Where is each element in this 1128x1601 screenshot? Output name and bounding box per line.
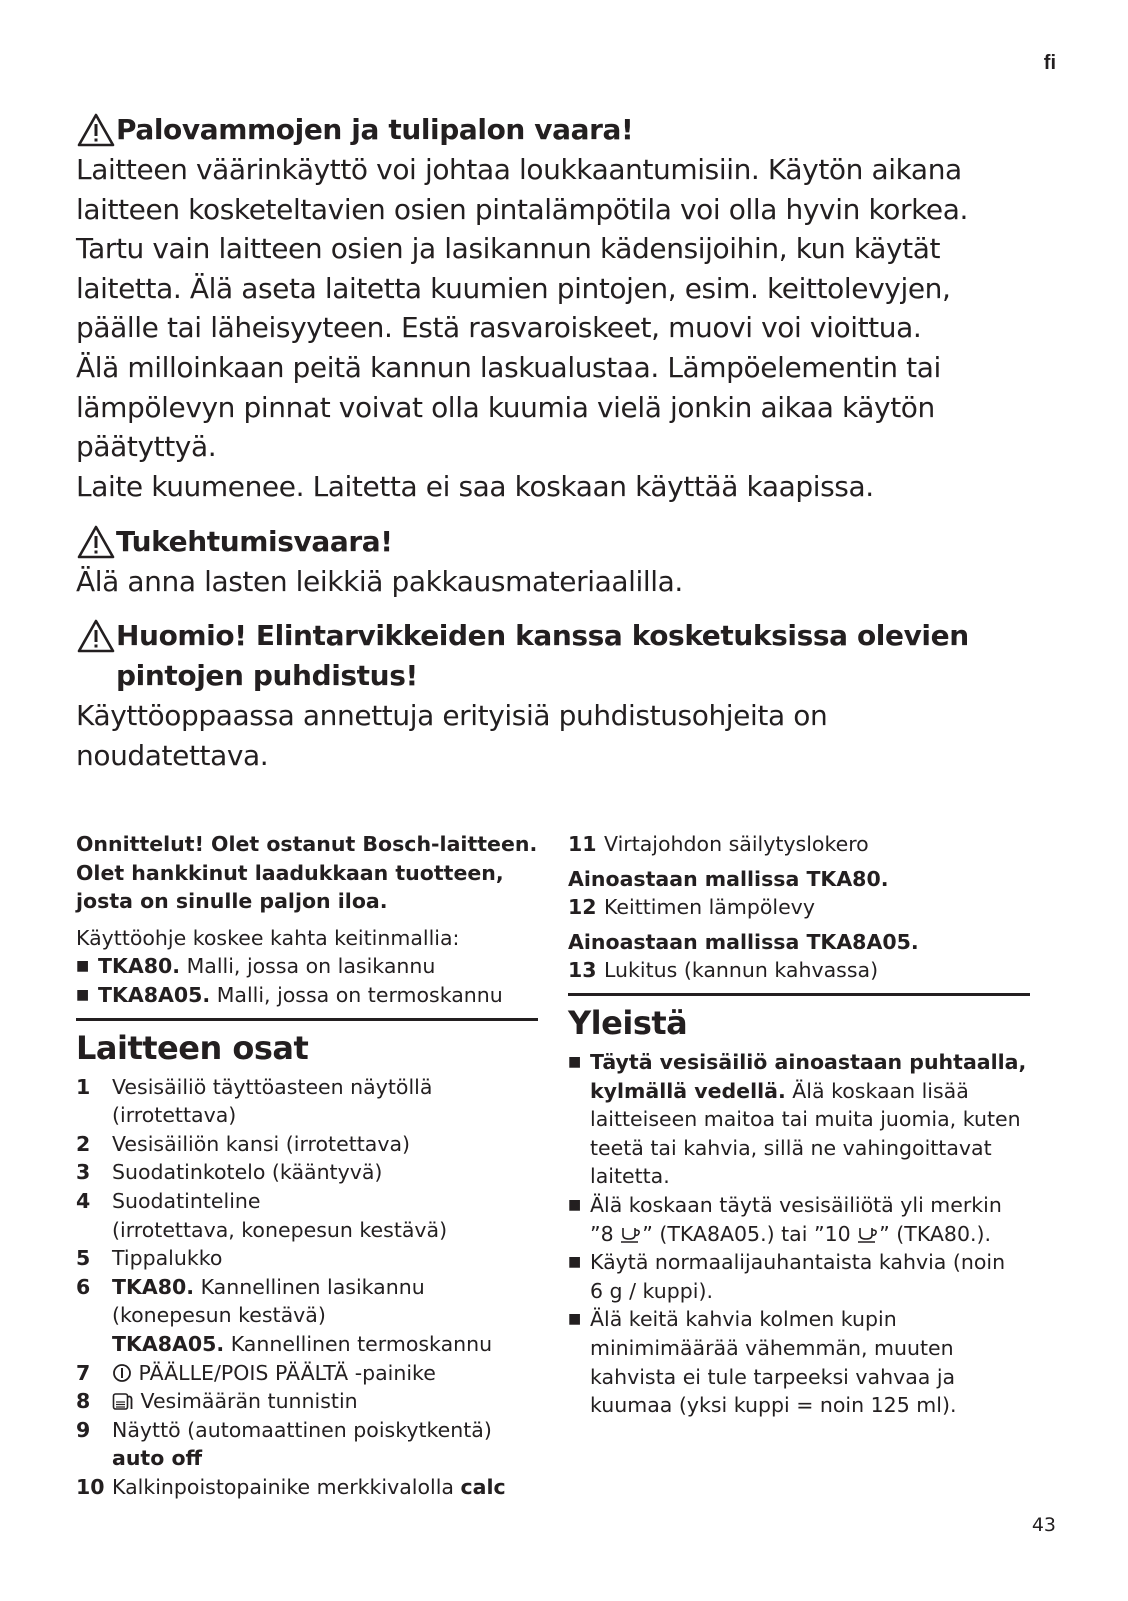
list-item: 12 Keittimen lämpölevy xyxy=(568,895,815,920)
cup-icon xyxy=(857,1224,879,1244)
warning-triangle-icon xyxy=(76,618,116,654)
model-note: Ainoastaan mallissa TKA8A05. xyxy=(568,929,919,954)
section-divider xyxy=(568,993,1030,996)
warning-triangle-icon xyxy=(76,524,116,560)
left-column xyxy=(76,830,538,1501)
warning-title: Huomio! Elintarvikkeiden kanssa kosketuksissa olevien pintojen puhdistus! xyxy=(76,616,1056,696)
list-item: 13 Lukitus (kannun kahvassa) xyxy=(568,958,879,983)
models-intro: Käyttöohje koskee kahta keitinmallia: xyxy=(76,925,460,950)
list-item: 8 Vesimäärän tunnistin xyxy=(76,1389,358,1414)
intro-congrats: Onnittelut! Olet ostanut Bosch-laitteen. Olet hankkinut laadukkaan tuotteen, josta on sinulle paljon iloa. xyxy=(76,832,538,914)
list-item: 2 Vesisäiliön kansi (irrotettava) xyxy=(76,1131,411,1156)
water-sensor-icon xyxy=(112,1391,134,1411)
general-bullet: ■ Älä koskaan täytä vesisäiliötä yli merkin ”8 ” (TKA8A05.) tai ”10 ” (TKA80.). xyxy=(568,1191,1030,1248)
warning-text: Käyttöoppaassa annettuja erityisiä puhdistusohjeita on noudatettava. xyxy=(76,699,828,772)
model-item: ■ TKA80. Malli, jossa on lasikannu xyxy=(76,952,538,981)
warning-suffocation xyxy=(76,522,1056,602)
list-item: 4 Suodatinteline (irrotettava, konepesun kestävä) xyxy=(76,1188,448,1242)
list-item: 7 PÄÄLLE/POIS PÄÄLTÄ -painike xyxy=(76,1360,436,1385)
language-code: fi xyxy=(1043,52,1056,74)
warning-text: Laitteen väärinkäyttö voi johtaa loukkaantumisiin. Käytön aikana laitteen kosketeltavien osien pintalämpötila voi olla hyvin korkea. Tartu vain laitteen osien ja lasikannun kädensijoihin, kun käytät laitetta. Älä aseta laitetta kuumien pintojen, esim. keittolevyjen, päälle tai läheisyyteen. Estä rasvaroiskeet, muovi voi vioittua. Älä milloinkaan peitä kannun laskualustaa. Lämpöelementin tai lämpölevyn pinnat voivat olla kuumia vielä jonkin aikaa käytön päätyttyä. Laite kuumenee. Laitetta ei saa koskaan käyttää kaapissa. xyxy=(76,153,969,503)
section-heading-general: Yleistä xyxy=(568,1003,688,1042)
general-bullet: ■ Älä keitä kahvia kolmen kupin minimimäärää vähemmän, muuten kahvista ei tule tarpeeksi vahvaa ja kuumaa (yksi kuppi = noin 125 ml). xyxy=(568,1305,1030,1419)
model-item: ■ TKA8A05. Malli, jossa on termoskannu xyxy=(76,981,538,1010)
bullet-square-icon: ■ xyxy=(568,1053,582,1070)
warning-burn-fire xyxy=(76,110,1056,506)
right-column xyxy=(568,830,1030,1420)
parts-list xyxy=(76,1073,538,1502)
bullet-square-icon: ■ xyxy=(76,986,90,1003)
bullet-square-icon: ■ xyxy=(568,1254,582,1271)
bullet-square-icon: ■ xyxy=(568,1311,582,1328)
list-item: 10 Kalkinpoistopainike merkkivalolla calc xyxy=(76,1474,506,1499)
list-item: 6 TKA80. Kannellinen lasikannu (konepesun kestävä) TKA8A05. Kannellinen termoskannu xyxy=(76,1274,493,1356)
model-note: Ainoastaan mallissa TKA80. xyxy=(568,866,889,891)
general-bullet: ■ Käytä normaalijauhantaista kahvia (noin 6 g / kuppi). xyxy=(568,1248,1030,1305)
section-divider xyxy=(76,1018,538,1021)
page-number: 43 xyxy=(1031,1514,1056,1536)
list-item: 5 Tippalukko xyxy=(76,1246,223,1271)
warning-text: Älä anna lasten leikkiä pakkausmateriaalilla. xyxy=(76,565,683,598)
list-item: 1 Vesisäiliö täyttöasteen näytöllä (irrotettava) xyxy=(76,1074,433,1128)
bullet-square-icon: ■ xyxy=(568,1196,582,1213)
warning-triangle-icon xyxy=(76,112,116,148)
power-icon xyxy=(112,1363,132,1383)
list-item: 9 Näyttö (automaattinen poiskytkentä) auto off xyxy=(76,1417,492,1471)
cup-icon xyxy=(620,1224,642,1244)
parts-list-continued xyxy=(568,830,1030,985)
warning-title: Palovammojen ja tulipalon vaara! xyxy=(76,110,1056,150)
bullet-square-icon: ■ xyxy=(76,958,90,975)
list-item: 11 Virtajohdon säilytyslokero xyxy=(568,832,869,856)
list-item: 3 Suodatinkotelo (kääntyvä) xyxy=(76,1160,383,1185)
warning-title: Tukehtumisvaara! xyxy=(76,522,1056,562)
general-bullet: ■ Täytä vesisäiliö ainoastaan puhtaalla, kylmällä vedellä. Älä koskaan lisää laitteiseen maitoa tai muita juomia, kuten teetä tai kahvia, sillä ne vahingoittavat laitetta. xyxy=(568,1048,1030,1191)
section-heading-parts: Laitteen osat xyxy=(76,1028,309,1067)
warning-food-contact xyxy=(76,616,1056,775)
